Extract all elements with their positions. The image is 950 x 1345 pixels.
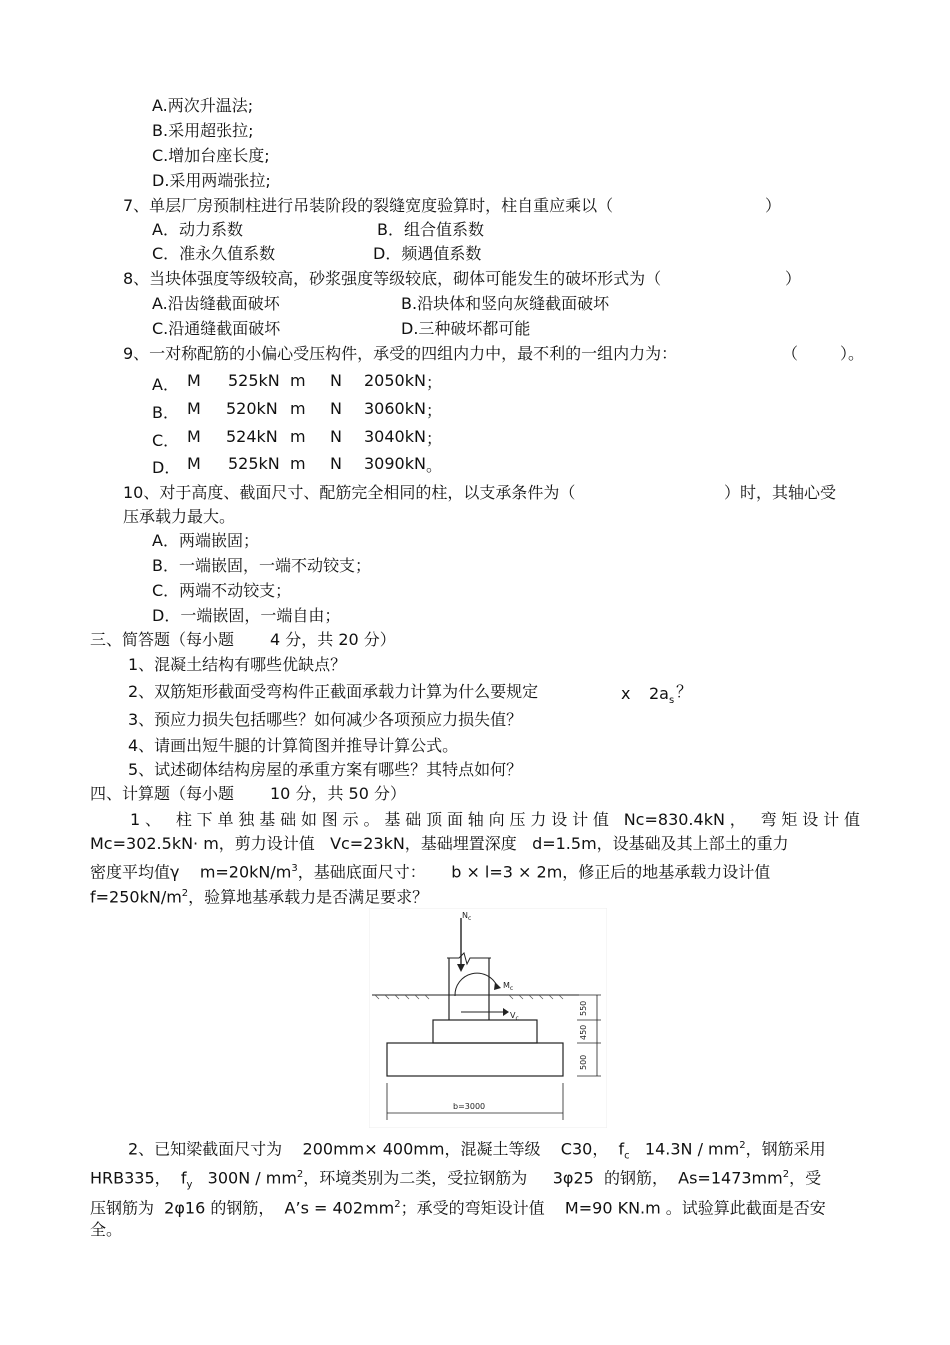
problem2-line3 — [90, 1194, 826, 1219]
section3-item-2-x: x — [621, 684, 631, 703]
q6-option-d: D.采用两端张拉; — [152, 171, 271, 190]
moment-value: 524kN — [226, 427, 278, 446]
q10-option-b: B．一端嵌固，一端不动铰支； — [152, 556, 371, 575]
problem1-line4-sup: 2 — [181, 888, 189, 899]
dim-500: 500 — [579, 1054, 588, 1070]
q10-option-d: D．一端嵌固，一端自由； — [152, 606, 341, 625]
problem2-line1-a: 2、已知梁截面尺寸为 200mm× 400mm，混凝土等级 C30， f — [128, 1139, 625, 1159]
section3-item-1: 1、混凝土结构有哪些优缺点？ — [128, 655, 347, 674]
q8-option-d: D.三种破坏都可能 — [401, 319, 531, 338]
q7-option-d: D．频遇值系数 — [373, 244, 482, 263]
option-letter: A． — [152, 375, 179, 394]
section3-item-5: 5、试述砌体结构房屋的承重方案有哪些？其特点如何？ — [128, 760, 523, 779]
section4-title: 四、计算题（每小题 — [90, 784, 235, 803]
section4-points: 10 分，共 50 分） — [270, 784, 406, 803]
option-letter: D． — [152, 458, 181, 477]
q10-option-c: C．两端不动铰支； — [152, 581, 292, 600]
problem2-line2-b: 300N / mm — [192, 1168, 297, 1188]
q6-option-b: B.采用超张拉; — [152, 121, 254, 140]
problem2-line2-a: HRB335， f — [90, 1168, 187, 1188]
section3-points: 4 分，共 20 分） — [270, 630, 396, 649]
option-end: ； — [426, 429, 443, 448]
section3-item-2-sub: s — [669, 695, 675, 706]
axial-value: 3060kN — [364, 399, 426, 418]
problem2-line2-d: ，受 — [789, 1168, 822, 1188]
q8-option-b: B.沿块体和竖向灰缝截面破坏 — [401, 294, 610, 313]
moment-symbol: M — [187, 399, 201, 418]
section3-item-2-a: 2a — [649, 684, 669, 703]
problem2-line1-sup: 2 — [739, 1140, 746, 1151]
moment-unit: m — [290, 454, 306, 473]
q9-option-d — [0, 453, 950, 477]
axial-value: 3090kN — [364, 454, 426, 473]
foundation-figure — [369, 908, 607, 1128]
axial-symbol: N — [330, 371, 342, 390]
q6-option-a: A.两次升温法; — [152, 96, 254, 115]
problem1-line1: 1、 柱下单独基础如图示。基础顶面轴向压力设计值 Nc=830.4kN， 弯矩设计值 — [130, 810, 860, 829]
option-letter: B． — [152, 403, 179, 422]
moment-symbol: M — [187, 371, 201, 390]
q6-option-c: C.增加台座长度; — [152, 146, 270, 165]
q9-option-b — [0, 398, 950, 422]
q8-close-paren: ） — [785, 269, 802, 288]
axial-value: 2050kN — [364, 371, 426, 390]
foundation-diagram — [369, 908, 607, 1128]
problem2-line1-c: ，钢筋采用 — [745, 1139, 826, 1159]
problem2-line3-b: ’s = 402mm — [295, 1198, 395, 1218]
axial-symbol: N — [330, 454, 342, 473]
section3-title: 三、简答题（每小题 — [90, 630, 235, 649]
q8-option-c: C.沿通缝截面破坏 — [152, 319, 281, 338]
q7-option-b: B．组合值系数 — [377, 220, 484, 239]
dim-450: 450 — [579, 1024, 588, 1040]
problem2-line3-sup: 2 — [394, 1199, 401, 1210]
problem2-line1-b: 14.3N / mm — [629, 1139, 740, 1159]
moment-unit: m — [290, 427, 306, 446]
q7-stem: 7、单层厂房预制柱进行吊装阶段的裂缝宽度验算时，柱自重应乘以（ — [123, 196, 614, 215]
moment-value: 525kN — [228, 371, 280, 390]
dim-width-label: b=3000 — [453, 1102, 486, 1111]
moment-value: 525kN — [228, 454, 280, 473]
q9-stem: 9、一对称配筋的小偏心受压构件，承受的四组内力中，最不利的一组内力为： — [123, 344, 678, 363]
problem1-line2: Mc=302.5kN· m，剪力设计值 Vc=23kN，基础埋置深度 d=1.5m，设基础及其上部土的重力 — [90, 834, 789, 853]
moment-unit: m — [290, 399, 306, 418]
q9-open-paren: （ — [782, 344, 799, 363]
option-letter: C． — [152, 431, 180, 450]
problem1-line4 — [90, 883, 428, 908]
q10-close: ）时，其轴心受 — [724, 483, 837, 502]
q8-option-a: A.沿齿缝截面破坏 — [152, 294, 280, 313]
problem2-line4: 全。 — [90, 1220, 123, 1239]
dim-550: 550 — [579, 1000, 588, 1016]
q8-stem: 8、当块体强度等级较高，砂浆强度等级较底，砌体可能发生的破坏形式为（ — [123, 269, 662, 288]
q7-option-a: A．动力系数 — [152, 220, 243, 239]
section3-item-2: 2、双筋矩形截面受弯构件正截面承载力计算为什么要规定 — [128, 682, 539, 701]
problem2-line2-c: ，环境类别为二类，受拉钢筋为 3φ25 的钢筋， As=1473mm — [303, 1168, 783, 1188]
axial-value: 3040kN — [364, 427, 426, 446]
problem2-line3-c: ；承受的弯矩设计值 M=90 KN.m 。试验算此截面是否安 — [400, 1198, 826, 1218]
problem2-line2 — [90, 1164, 821, 1197]
problem1-line3-a: 密度平均值γ m=20kN/m — [90, 862, 292, 882]
problem1-line4-a: f=250kN/m — [90, 887, 182, 907]
problem2-line2-sup: 2 — [296, 1169, 304, 1180]
problem2-line1 — [128, 1135, 826, 1168]
option-end: ； — [426, 373, 443, 392]
moment-symbol: M — [187, 454, 201, 473]
problem1-line3 — [90, 858, 770, 883]
q7-close-paren: ） — [765, 196, 782, 215]
problem1-line3-b: ，基础底面尺寸： b × l=3 × 2m，修正后的地基承载力设计值 — [297, 862, 771, 882]
problem1-line3-sup: 3 — [291, 863, 298, 874]
problem2-line2-sub: y — [186, 1179, 193, 1191]
q7-option-c: C．准永久值系数 — [152, 244, 276, 263]
section3-item-3: 3、预应力损失包括哪些？如何减少各项预应力损失值？ — [128, 710, 523, 729]
axial-symbol: N — [330, 399, 342, 418]
q10-option-a: A．两端嵌固； — [152, 531, 259, 550]
option-end: 。 — [426, 456, 443, 475]
section3-item-2-q: ？ — [676, 682, 693, 701]
q9-option-c — [0, 426, 950, 450]
q9-close-paren: ）。 — [840, 344, 865, 363]
moment-value: 520kN — [226, 399, 278, 418]
nc-label: $N_c$ — [462, 911, 472, 922]
axial-symbol: N — [330, 427, 342, 446]
q10-stem-cont: 压承载力最大。 — [123, 507, 236, 526]
mc-label: $M_c$ — [503, 981, 514, 992]
problem2-line2-sup2: 2 — [782, 1169, 790, 1180]
moment-symbol: M — [187, 427, 201, 446]
vc-label: $V_c$ — [510, 1011, 519, 1022]
q9-option-a — [0, 370, 950, 394]
option-end: ； — [426, 401, 443, 420]
problem2-line1-sub: c — [624, 1150, 630, 1162]
q10-stem: 10、对于高度、截面尺寸、配筋完全相同的柱，以支承条件为（ — [123, 483, 576, 502]
moment-unit: m — [290, 371, 306, 390]
section3-item-4: 4、请画出短牛腿的计算简图并推导计算公式。 — [128, 736, 459, 755]
problem2-line3-a: 压钢筋为 2φ16 的钢筋， A — [90, 1198, 296, 1218]
problem1-line4-b: ，验算地基承载力是否满足要求？ — [188, 887, 429, 907]
